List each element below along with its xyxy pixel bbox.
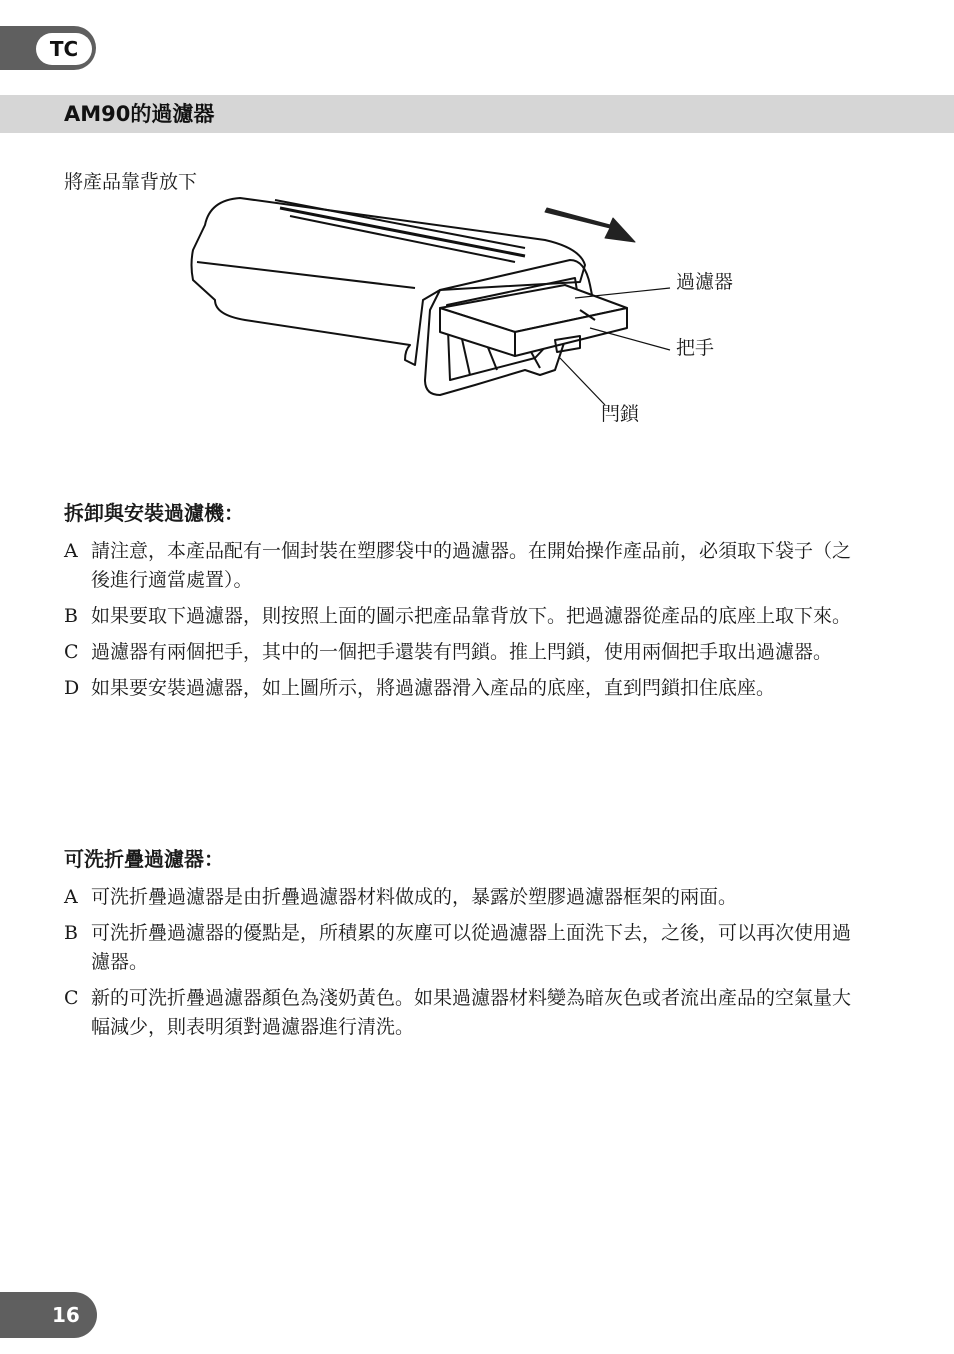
page-number: 16: [52, 1303, 80, 1327]
item-marker: C: [64, 987, 79, 1009]
section-heading-washable-filter: 可洗折疊過濾器：: [64, 847, 224, 871]
page-number-tab: [0, 1292, 97, 1338]
item-text: 可洗折疊過濾器是由折疊過濾器材料做成的，暴露於塑膠過濾器框架的兩面。: [91, 886, 738, 908]
remove-install-list: [64, 537, 854, 710]
callout-line-handle: [590, 328, 670, 350]
item-marker: A: [64, 540, 78, 562]
list-item: [64, 638, 854, 667]
item-text: 可洗折疊過濾器的優點是，所積累的灰塵可以從過濾器上面洗下去，之後，可以再次使用過濾器。: [91, 922, 852, 973]
list-item: [64, 674, 854, 703]
language-label: TC: [36, 33, 92, 65]
item-text: 過濾器有兩個把手，其中的一個把手還裝有閂鎖。推上閂鎖，使用兩個把手取出過濾器。: [91, 641, 833, 663]
body-edge: [197, 262, 415, 288]
item-marker: D: [64, 677, 80, 699]
item-marker: B: [64, 605, 78, 627]
list-item: [64, 537, 854, 595]
callout-filter: 過濾器: [676, 271, 734, 293]
figure-intro: 將產品靠背放下: [64, 171, 198, 193]
slide-arrow: [545, 208, 635, 242]
item-marker: B: [64, 922, 78, 944]
item-marker: C: [64, 641, 79, 663]
item-text: 請注意，本產品配有一個封裝在塑膠袋中的過濾器。在開始操作產品前，必須取下袋子（之後進行適當處置）。: [91, 540, 852, 591]
list-item: [64, 883, 854, 912]
item-text: 如果要取下過濾器，則按照上面的圖示把產品靠背放下。把過濾器從產品的底座上取下來。: [91, 605, 852, 627]
section-heading-remove-install: 拆卸與安裝過濾機：: [64, 501, 244, 525]
list-item: [64, 919, 854, 977]
callout-latch: 閂鎖: [601, 403, 640, 425]
body-ridge-1: [275, 200, 525, 248]
callout-handle: 把手: [676, 337, 715, 359]
list-item: [64, 602, 854, 631]
callout-line-latch: [560, 358, 605, 405]
item-text: 如果要安裝過濾器，如上圖所示，將過濾器滑入產品的底座，直到閂鎖扣住底座。: [91, 677, 776, 699]
washable-filter-list: [64, 883, 854, 1049]
item-marker: A: [64, 886, 78, 908]
item-text: 新的可洗折疊過濾器顏色為淺奶黃色。如果過濾器材料變為暗灰色或者流出產品的空氣量大幅減少，則表明須對過濾器進行清洗。: [91, 987, 852, 1038]
page-title: AM90的過濾器: [64, 102, 215, 126]
list-item: [64, 984, 854, 1042]
